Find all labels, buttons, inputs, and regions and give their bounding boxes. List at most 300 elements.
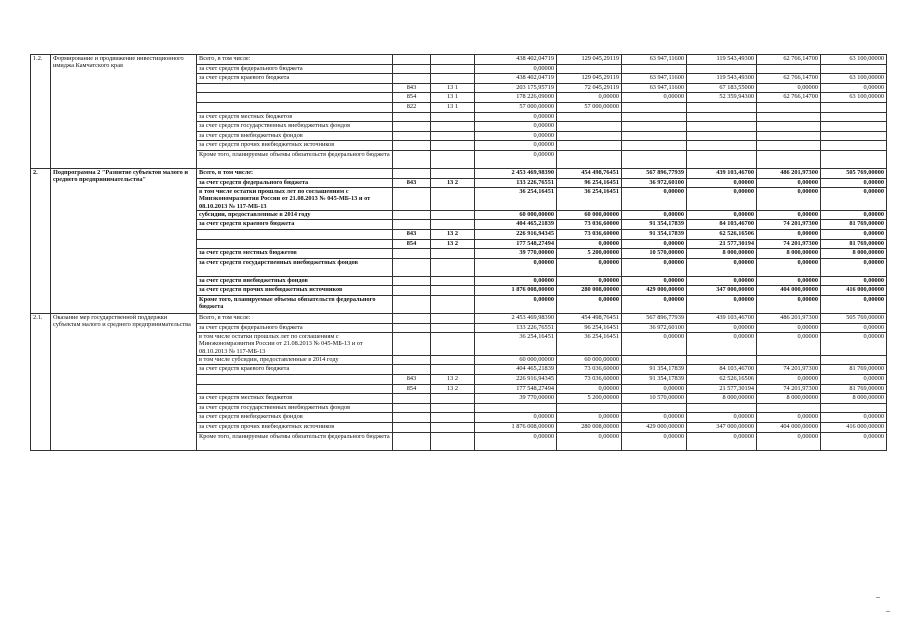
funding-source-cell: за счет средств федерального бюджета [197,178,393,188]
grbs-cell [393,122,431,132]
total-amount-cell: 404 465,21839 [475,365,557,375]
amount-2018-cell: 81 769,00000 [821,220,887,230]
section-code-cell [431,423,475,433]
total-amount-cell: 57 000,00000 [475,102,557,112]
grbs-cell [393,112,431,122]
amount-2018-cell: 416 000,00000 [821,423,887,433]
amount-2017-cell: 62 766,14700 [757,55,821,65]
amount-2015-cell [622,150,687,168]
grbs-cell [393,74,431,84]
amount-2016-cell: 8 000,00000 [687,394,757,404]
amount-2018-cell: 0,00000 [821,178,887,188]
funding-source-cell [197,384,393,394]
grbs-cell [393,423,431,433]
grbs-cell [393,286,431,296]
amount-2017-cell: 0,00000 [757,178,821,188]
grbs-cell [393,323,431,333]
amount-2016-cell: 0,00000 [687,210,757,220]
grbs-cell: 854 [393,93,431,103]
grbs-cell [393,258,431,276]
section-code-cell: 13 2 [431,375,475,385]
section-code-cell [431,394,475,404]
grbs-cell [393,276,431,286]
amount-2017-cell: 0,00000 [757,333,821,356]
amount-2018-cell: 0,00000 [821,230,887,240]
funding-source-cell [197,102,393,112]
amount-2017-cell: 0,00000 [757,210,821,220]
item-number-cell: 1.2. [31,55,51,169]
funding-source-cell [197,239,393,249]
amount-2016-cell [687,355,757,365]
amount-2018-cell [821,150,887,168]
total-amount-cell: 177 548,27494 [475,239,557,249]
section-code-cell: 13 1 [431,102,475,112]
amount-2014-cell: 60 000,00000 [557,210,622,220]
funding-source-cell: за счет средств прочих внебюджетных источников [197,286,393,296]
amount-2014-cell: 0,00000 [557,413,622,423]
amount-2016-cell: 84 103,46700 [687,220,757,230]
amount-2015-cell: 0,00000 [622,276,687,286]
section-code-cell [431,210,475,220]
amount-2018-cell: 8 000,00000 [821,394,887,404]
amount-2014-cell [557,403,622,413]
funding-source-cell: за счет средств внебюджетных фондов [197,413,393,423]
total-amount-cell: 0,00000 [475,131,557,141]
amount-2015-cell [622,102,687,112]
total-amount-cell: 0,00000 [475,150,557,168]
section-code-cell [431,141,475,151]
table-row [31,168,887,178]
amount-2015-cell: 567 896,77939 [622,313,687,323]
total-amount-cell: 203 175,95719 [475,83,557,93]
amount-2015-cell: 63 947,11600 [622,55,687,65]
funding-source-cell: за счет средств государственных внебюджетных фондов [197,258,393,276]
scan-mark [886,611,890,612]
amount-2014-cell: 0,00000 [557,93,622,103]
amount-2014-cell [557,112,622,122]
amount-2014-cell: 0,00000 [557,384,622,394]
total-amount-cell: 0,00000 [475,258,557,276]
section-code-cell: 13 1 [431,83,475,93]
amount-2018-cell: 63 100,00000 [821,93,887,103]
amount-2015-cell: 91 354,17839 [622,375,687,385]
funding-source-cell [197,230,393,240]
total-amount-cell: 0,00000 [475,413,557,423]
grbs-cell [393,355,431,365]
funding-source-cell: за счет средств местных бюджетов [197,394,393,404]
amount-2016-cell [687,141,757,151]
amount-2014-cell: 96 254,16451 [557,323,622,333]
funding-source-cell: за счет средств прочих внебюджетных источников [197,423,393,433]
amount-2016-cell: 21 577,30194 [687,384,757,394]
section-code-cell [431,286,475,296]
amount-2018-cell: 0,00000 [821,432,887,450]
funding-source-cell: за счет средств краевого бюджета [197,220,393,230]
amount-2017-cell [757,141,821,151]
amount-2014-cell: 36 254,16451 [557,188,622,211]
section-code-cell: 13 1 [431,93,475,103]
total-amount-cell: 177 548,27494 [475,384,557,394]
amount-2014-cell: 280 008,00000 [557,423,622,433]
amount-2015-cell: 0,00000 [622,210,687,220]
grbs-cell [393,295,431,313]
amount-2014-cell: 454 498,76451 [557,313,622,323]
amount-2017-cell [757,64,821,74]
amount-2018-cell [821,102,887,112]
amount-2014-cell: 0,00000 [557,258,622,276]
section-code-cell [431,249,475,259]
grbs-cell [393,403,431,413]
amount-2017-cell: 486 201,97300 [757,313,821,323]
total-amount-cell: 0,00000 [475,112,557,122]
section-code-cell [431,323,475,333]
grbs-cell [393,333,431,356]
section-code-cell [431,168,475,178]
section-code-cell [431,403,475,413]
total-amount-cell: 133 226,76551 [475,178,557,188]
section-code-cell [431,150,475,168]
amount-2015-cell: 0,00000 [622,93,687,103]
funding-source-cell [197,93,393,103]
total-amount-cell: 1 876 008,00000 [475,423,557,433]
amount-2014-cell: 0,00000 [557,276,622,286]
section-code-cell [431,432,475,450]
amount-2018-cell: 81 769,00000 [821,384,887,394]
total-amount-cell: 404 465,21839 [475,220,557,230]
amount-2015-cell: 0,00000 [622,239,687,249]
amount-2014-cell: 73 036,60000 [557,220,622,230]
amount-2014-cell: 60 000,00000 [557,355,622,365]
section-code-cell [431,313,475,323]
amount-2015-cell [622,131,687,141]
amount-2014-cell [557,64,622,74]
grbs-cell [393,365,431,375]
amount-2017-cell: 404 000,00000 [757,286,821,296]
total-amount-cell: 226 916,94345 [475,230,557,240]
amount-2016-cell [687,150,757,168]
funding-source-cell: Всего, в том числе: [197,55,393,65]
total-amount-cell: 178 226,09000 [475,93,557,103]
amount-2014-cell: 129 045,29119 [557,74,622,84]
amount-2018-cell: 0,00000 [821,333,887,356]
amount-2018-cell [821,64,887,74]
amount-2018-cell: 0,00000 [821,188,887,211]
amount-2016-cell: 119 543,49300 [687,55,757,65]
amount-2018-cell: 0,00000 [821,258,887,276]
amount-2018-cell [821,403,887,413]
amount-2015-cell: 0,00000 [622,188,687,211]
amount-2014-cell: 73 036,60000 [557,375,622,385]
amount-2016-cell: 62 526,16506 [687,375,757,385]
funding-source-cell: в том числе остатки прошлых лет по соглашениям с Минэкономразвития России от 21.08.2013 № 045-МБ-13 и от 08.10.2013 № 117-МБ-13 [197,333,393,356]
program-name-cell: Оказание мер государственной поддержки субъектам малого и среднего предпринимательства [51,313,197,450]
funding-source-cell: Кроме того, планируемые объемы обязательств федерального бюджета [197,432,393,450]
funding-source-cell: за счет средств местных бюджетов [197,249,393,259]
amount-2016-cell: 0,00000 [687,333,757,356]
amount-2016-cell: 0,00000 [687,295,757,313]
amount-2015-cell: 0,00000 [622,258,687,276]
total-amount-cell: 0,00000 [475,141,557,151]
amount-2015-cell: 36 972,60100 [622,323,687,333]
amount-2015-cell: 429 000,00000 [622,423,687,433]
amount-2018-cell [821,112,887,122]
amount-2017-cell [757,403,821,413]
total-amount-cell: 39 770,00000 [475,249,557,259]
amount-2017-cell: 486 201,97300 [757,168,821,178]
funding-source-cell: за счет средств внебюджетных фондов [197,276,393,286]
amount-2017-cell: 62 766,14700 [757,93,821,103]
amount-2016-cell: 439 103,46700 [687,168,757,178]
amount-2015-cell [622,64,687,74]
amount-2014-cell: 0,00000 [557,295,622,313]
amount-2018-cell: 0,00000 [821,210,887,220]
amount-2018-cell: 416 000,00000 [821,286,887,296]
total-amount-cell: 60 000,00000 [475,210,557,220]
amount-2017-cell: 404 000,00000 [757,423,821,433]
amount-2014-cell: 96 254,16451 [557,178,622,188]
amount-2017-cell: 0,00000 [757,188,821,211]
amount-2016-cell: 0,00000 [687,188,757,211]
section-code-cell: 13 2 [431,178,475,188]
funding-source-cell: в том числе остатки прошлых лет по соглашениям с Минэкономразвития России от 21.08.2013 № 045-МБ-13 и от 08.10.2013 № 117-МБ-13 [197,188,393,211]
amount-2016-cell: 67 183,55000 [687,83,757,93]
grbs-cell [393,188,431,211]
amount-2015-cell: 0,00000 [622,333,687,356]
amount-2017-cell: 74 201,97300 [757,365,821,375]
section-code-cell: 13 2 [431,239,475,249]
amount-2016-cell: 52 359,94300 [687,93,757,103]
grbs-cell [393,141,431,151]
table-row [31,55,887,65]
amount-2018-cell: 0,00000 [821,413,887,423]
amount-2016-cell: 0,00000 [687,276,757,286]
section-code-cell [431,74,475,84]
amount-2018-cell: 63 100,00000 [821,74,887,84]
amount-2017-cell: 62 766,14700 [757,74,821,84]
amount-2018-cell: 8 000,00000 [821,249,887,259]
grbs-cell [393,220,431,230]
grbs-cell [393,313,431,323]
grbs-cell [393,249,431,259]
amount-2016-cell: 62 526,16506 [687,230,757,240]
funding-source-cell: за счет средств прочих внебюджетных источников [197,141,393,151]
amount-2014-cell: 57 000,00000 [557,102,622,112]
amount-2016-cell: 0,00000 [687,178,757,188]
total-amount-cell: 39 770,00000 [475,394,557,404]
amount-2015-cell: 0,00000 [622,413,687,423]
grbs-cell: 854 [393,239,431,249]
section-code-cell: 13 2 [431,384,475,394]
funding-source-cell: за счет средств внебюджетных фондов [197,131,393,141]
total-amount-cell: 1 876 008,00000 [475,286,557,296]
amount-2016-cell: 0,00000 [687,323,757,333]
amount-2016-cell [687,131,757,141]
grbs-cell [393,131,431,141]
amount-2014-cell: 0,00000 [557,432,622,450]
total-amount-cell [475,403,557,413]
amount-2016-cell [687,102,757,112]
total-amount-cell: 0,00000 [475,64,557,74]
amount-2017-cell: 0,00000 [757,276,821,286]
funding-source-cell: за счет средств государственных внебюджетных фондов [197,403,393,413]
amount-2017-cell [757,150,821,168]
amount-2018-cell: 505 769,00000 [821,168,887,178]
amount-2015-cell: 0,00000 [622,295,687,313]
amount-2017-cell: 8 000,00000 [757,249,821,259]
amount-2018-cell [821,131,887,141]
grbs-cell [393,168,431,178]
amount-2015-cell: 10 570,00000 [622,249,687,259]
amount-2017-cell [757,131,821,141]
total-amount-cell: 36 254,16451 [475,188,557,211]
amount-2014-cell [557,141,622,151]
total-amount-cell: 0,00000 [475,276,557,286]
amount-2016-cell: 8 000,00000 [687,249,757,259]
amount-2017-cell: 8 000,00000 [757,394,821,404]
funding-source-cell: Кроме того, планируемые объемы обязательств федерального бюджета [197,295,393,313]
table-row [31,313,887,323]
funding-source-cell: за счет средств государственных внебюджетных фондов [197,122,393,132]
amount-2017-cell [757,102,821,112]
grbs-cell: 854 [393,384,431,394]
total-amount-cell: 0,00000 [475,432,557,450]
grbs-cell: 843 [393,178,431,188]
section-code-cell [431,355,475,365]
amount-2017-cell: 0,00000 [757,83,821,93]
amount-2014-cell: 129 045,29119 [557,55,622,65]
item-number-cell: 2.1. [31,313,51,450]
funding-source-cell: субсидии, предоставленные в 2014 году [197,210,393,220]
program-name-cell: Подпрограмма 2 "Развитие субъектов малого и среднего предпринимательства" [51,168,197,313]
amount-2017-cell: 0,00000 [757,295,821,313]
amount-2016-cell: 347 000,00000 [687,423,757,433]
amount-2015-cell: 91 354,17839 [622,365,687,375]
total-amount-cell: 2 453 469,98390 [475,313,557,323]
amount-2015-cell [622,112,687,122]
funding-source-cell: Всего, в том числе: [197,313,393,323]
amount-2014-cell: 73 036,60000 [557,365,622,375]
total-amount-cell: 0,00000 [475,122,557,132]
amount-2018-cell: 63 100,00000 [821,55,887,65]
amount-2016-cell [687,122,757,132]
section-code-cell [431,333,475,356]
grbs-cell [393,432,431,450]
amount-2017-cell: 0,00000 [757,375,821,385]
amount-2016-cell [687,112,757,122]
amount-2014-cell: 73 036,60000 [557,230,622,240]
amount-2017-cell: 0,00000 [757,258,821,276]
section-code-cell [431,112,475,122]
total-amount-cell: 2 453 469,98390 [475,168,557,178]
amount-2018-cell: 0,00000 [821,276,887,286]
amount-2015-cell: 91 354,17839 [622,220,687,230]
funding-source-cell [197,83,393,93]
amount-2016-cell: 119 543,49300 [687,74,757,84]
section-code-cell [431,413,475,423]
grbs-cell: 822 [393,102,431,112]
grbs-cell [393,210,431,220]
amount-2016-cell: 21 577,30194 [687,239,757,249]
funding-source-cell: за счет средств краевого бюджета [197,74,393,84]
budget-table [30,54,887,451]
section-code-cell [431,276,475,286]
amount-2014-cell: 72 045,29119 [557,83,622,93]
amount-2017-cell: 0,00000 [757,432,821,450]
amount-2014-cell: 0,00000 [557,239,622,249]
total-amount-cell: 438 402,04719 [475,74,557,84]
amount-2018-cell [821,122,887,132]
funding-source-cell: за счет средств федерального бюджета [197,323,393,333]
amount-2017-cell: 0,00000 [757,323,821,333]
amount-2017-cell: 0,00000 [757,413,821,423]
amount-2016-cell: 0,00000 [687,258,757,276]
amount-2016-cell: 0,00000 [687,432,757,450]
amount-2015-cell: 91 354,17839 [622,230,687,240]
amount-2016-cell [687,403,757,413]
funding-source-cell: Всего, в том числе: [197,168,393,178]
amount-2014-cell: 280 008,00000 [557,286,622,296]
program-name-cell: Формирование и продвижение инвестиционного имиджа Камчатского края [51,55,197,169]
amount-2014-cell [557,131,622,141]
amount-2016-cell: 439 103,46700 [687,313,757,323]
amount-2017-cell: 0,00000 [757,230,821,240]
amount-2017-cell: 74 201,97300 [757,384,821,394]
amount-2018-cell: 81 769,00000 [821,239,887,249]
grbs-cell [393,413,431,423]
grbs-cell: 843 [393,230,431,240]
total-amount-cell: 36 254,16451 [475,333,557,356]
section-code-cell [431,122,475,132]
total-amount-cell: 0,00000 [475,295,557,313]
amount-2015-cell: 63 947,11600 [622,74,687,84]
funding-source-cell: за счет средств местных бюджетов [197,112,393,122]
section-code-cell [431,365,475,375]
amount-2018-cell: 0,00000 [821,323,887,333]
scan-mark [876,597,880,598]
amount-2018-cell: 0,00000 [821,375,887,385]
amount-2015-cell [622,355,687,365]
item-number-cell: 2. [31,168,51,313]
amount-2015-cell: 567 896,77939 [622,168,687,178]
amount-2014-cell: 36 254,16451 [557,333,622,356]
section-code-cell: 13 2 [431,230,475,240]
amount-2015-cell [622,141,687,151]
total-amount-cell: 133 226,76551 [475,323,557,333]
amount-2017-cell [757,122,821,132]
grbs-cell [393,150,431,168]
amount-2015-cell: 429 000,00000 [622,286,687,296]
amount-2017-cell: 74 201,97300 [757,220,821,230]
amount-2017-cell [757,112,821,122]
grbs-cell: 843 [393,83,431,93]
amount-2018-cell: 0,00000 [821,83,887,93]
amount-2014-cell: 5 200,00000 [557,249,622,259]
total-amount-cell: 60 000,00000 [475,355,557,365]
amount-2018-cell: 81 769,00000 [821,365,887,375]
funding-source-cell: за счет средств федерального бюджета [197,64,393,74]
grbs-cell [393,55,431,65]
grbs-cell [393,394,431,404]
amount-2018-cell [821,355,887,365]
section-code-cell [431,295,475,313]
amount-2015-cell: 0,00000 [622,432,687,450]
funding-source-cell: Кроме того, планируемые объемы обязательств федерального бюджета [197,150,393,168]
amount-2015-cell [622,122,687,132]
grbs-cell [393,64,431,74]
amount-2017-cell: 74 201,97300 [757,239,821,249]
amount-2017-cell [757,355,821,365]
funding-source-cell [197,375,393,385]
